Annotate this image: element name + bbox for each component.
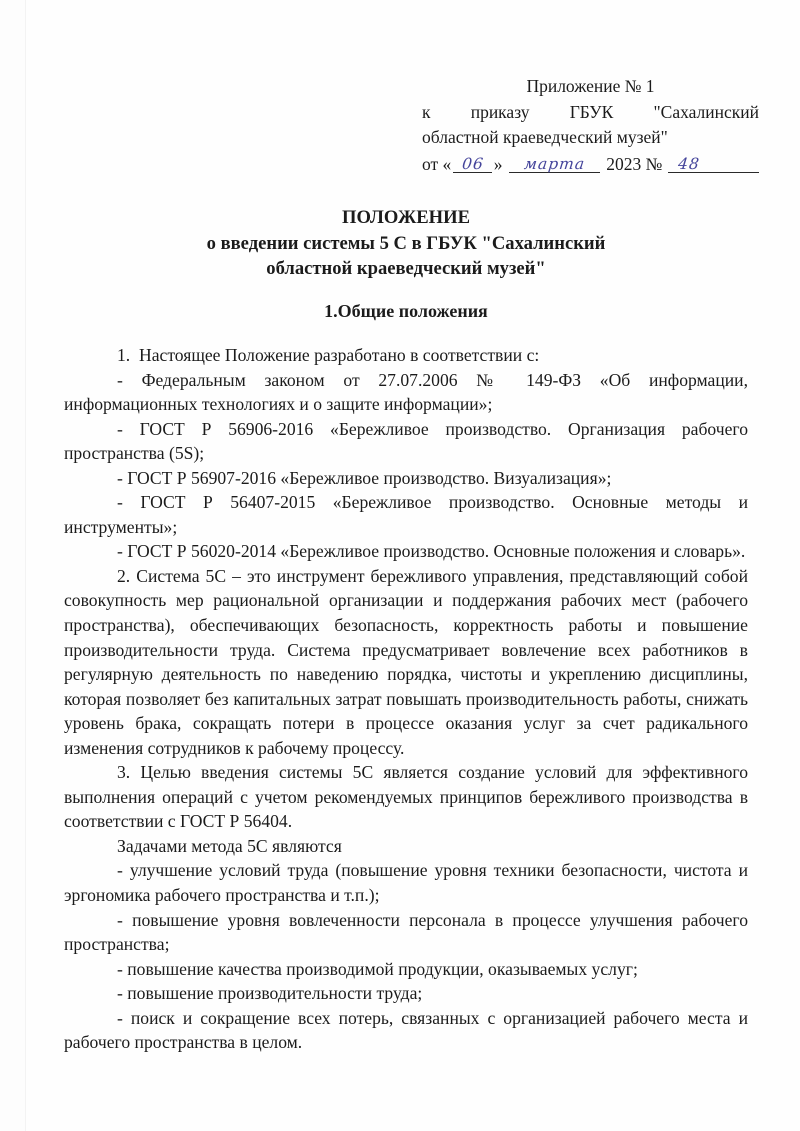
paragraph: - ГОСТ Р 56907-2016 «Бережливое производство. Визуализация»;	[117, 467, 612, 488]
scan-left-strip	[0, 0, 25, 1131]
paragraph: - ГОСТ Р 56906-2016 «Бережливое производство. Организация рабочего пространства (5S);	[64, 418, 748, 464]
day-underline	[453, 152, 492, 173]
paragraph: Задачами метода 5С являются	[117, 835, 342, 856]
date-line	[422, 152, 759, 178]
handwritten-month: марта	[523, 154, 586, 173]
header-block	[422, 74, 759, 177]
date-prefix: от «	[422, 153, 452, 174]
paragraph: - Федеральным законом от 27.07.2006 № 149-ФЗ «Об информации, информационных технологиях и о защите информации»;	[64, 369, 748, 415]
paragraph: - ГОСТ Р 56407-2015 «Бережливое производство. Основные методы и инструменты»;	[64, 492, 748, 537]
paragraph: - поиск и сокращение всех потерь, связанных с организацией рабочего места и рабочего пространства в целом.	[64, 1007, 748, 1053]
title-line-1: ПОЛОЖЕНИЕ	[342, 207, 470, 228]
paragraph: 3. Целью введения системы 5С является создание условий для эффективного выполнения операций с учетом рекомендуемых принципов бережливого производства в соответствии с ГОСТ Р 56404.	[64, 762, 748, 832]
paragraph: - ГОСТ Р 56020-2014 «Бережливое производство. Основные положения и словарь».	[117, 541, 746, 562]
paragraph: - повышение уровня вовлеченности персонала в процессе улучшения рабочего пространства;	[64, 909, 748, 955]
paragraph: - улучшение условий труда (повышение уровня техники безопасности, чистота и эргономика рабочего пространства и т.п.);	[64, 860, 748, 906]
paragraph: 1. Настоящее Положение разработано в соответствии с:	[117, 345, 540, 365]
title-line-2: о введении системы 5 С в ГБУК "Сахалинский	[206, 232, 606, 254]
date-close-quote: »	[493, 153, 503, 174]
paragraph: - повышение качества производимой продукции, оказываемых услуг;	[117, 958, 638, 979]
paragraph: - повышение производительности труда;	[117, 983, 423, 1004]
date-year-number-sign: 2023 №	[606, 153, 663, 174]
order-reference-line-1: к приказу ГБУК "Сахалинский	[422, 101, 759, 122]
month-underline	[509, 152, 601, 173]
title-line-3: областной краеведческий музей"	[266, 258, 546, 279]
body-text	[64, 343, 748, 1055]
document-title	[64, 205, 748, 282]
handwritten-day: 06	[460, 154, 485, 173]
annex-number-line: Приложение № 1	[526, 76, 655, 96]
handwritten-order-number: 48	[677, 154, 702, 173]
section-heading: 1.Общие положения	[324, 301, 488, 321]
scan-edge-line	[25, 0, 26, 1131]
paragraph: 2. Система 5С – это инструмент бережливого управления, представляющий собой совокупность мер рациональной организации и поддержания рабочих мест (рабочего пространства), обеспечивающих безопасность, корректность работы и повышение производительности труда. Система предусматривает вовлечение всех работников в регулярную деятельность по наведению порядка, чистоты и укреплению дисциплины, которая позволяет без капитальных затрат повышать производительность работы, снижать уровень брака, сокращать потери в процессе оказания услуг за счет радикального изменения сотрудников к рабочему процессу.	[64, 565, 748, 758]
order-number-underline	[668, 152, 759, 173]
order-reference-line-2: областной краеведческий музей"	[422, 127, 668, 147]
